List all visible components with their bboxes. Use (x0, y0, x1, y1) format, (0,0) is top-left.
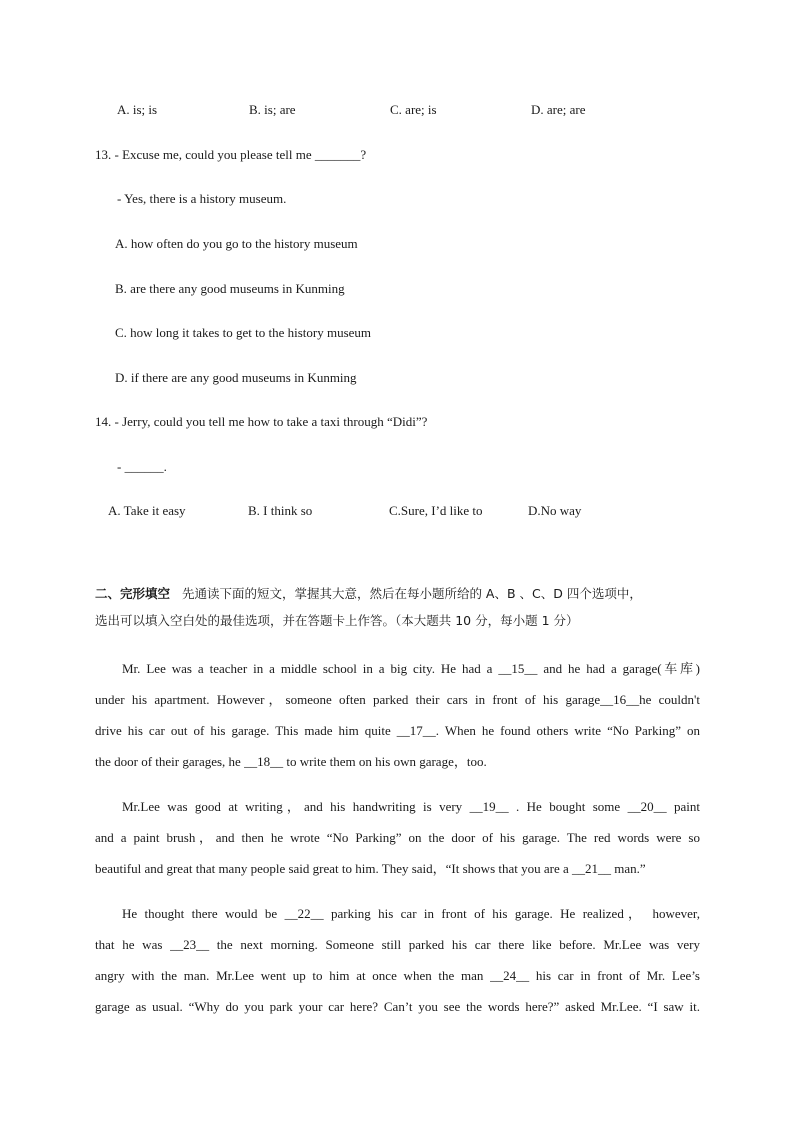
q14-option-b[interactable]: B. I think so (248, 503, 313, 518)
q14-option-c[interactable]: C.Sure, I’d like to (389, 503, 483, 518)
q13-option-b-letter: B. (115, 281, 127, 296)
q14-reply: - ______. (117, 459, 167, 474)
passage-line: He thought there would be __22__ parking his car in front of his garage. He realized， however, (122, 906, 700, 921)
q13-option-a-text: how often do you go to the history museum (130, 236, 358, 251)
passage-line: Mr. Lee was a teacher in a middle school in a big city. He had a __15__ and he had a garage(车库) (122, 661, 700, 676)
q14-stem: 14. - Jerry, could you tell me how to take a taxi through “Didi”? (95, 414, 428, 429)
q13-option-a[interactable] (115, 235, 358, 253)
q14-option-a[interactable] (108, 502, 186, 520)
q13-stem: 13. - Excuse me, could you please tell me _______? (95, 147, 367, 162)
q13-option-b-text: are there any good museums in Kunming (130, 281, 345, 296)
section2-instruction-line2: 选出可以填入空白处的最佳选项，并在答题卡上作答。（本大题共 10 分，每小题 1 分） (95, 613, 579, 628)
passage-paragraph-2 (95, 791, 700, 884)
passage-line: drive his car out of his garage. This made him quite __17__. When he found others write “No Parking” on (95, 723, 700, 738)
q14-option-a-text: Take it easy (123, 503, 186, 518)
section2-title: 二、完形填空 (95, 586, 171, 601)
q13-option-a-letter: A. (115, 236, 128, 251)
passage-line: under his apartment. However，someone often parked their cars in front of his garage__16__he couldn't (95, 692, 700, 707)
passage-line: the door of their garages, he __18__ to write them on his own garage，too. (95, 754, 487, 769)
q13-option-b[interactable] (115, 280, 345, 298)
q13-option-c-letter: C. (115, 325, 127, 340)
passage-line: that he was __23__ the next morning. Someone still parked his car there like before. Mr.Lee was very (95, 937, 700, 952)
passage-paragraph-1 (95, 653, 700, 777)
passage-line: angry with the man. Mr.Lee went up to him at once when the man __24__ his car in front of Mr. Lee’s (95, 968, 700, 983)
section2-instruction-line1: 先通读下面的短文，掌握其大意，然后在每小题所给的 A、B 、C、D 四个选项中， (181, 586, 642, 601)
q12-option-a[interactable]: A. is; is (117, 102, 158, 117)
passage-line: beautiful and great that many people said great to him. They said，“It shows that you are a __21__ man.” (95, 861, 646, 876)
q13-option-d-letter: D. (115, 370, 128, 385)
section2-heading (95, 585, 642, 603)
q13-option-d-text: if there are any good museums in Kunming (130, 370, 357, 385)
passage-paragraph-3 (95, 898, 700, 1022)
q14-option-a-letter: A. (108, 503, 121, 518)
passage-line: garage as usual. “Why do you park your car here? Can’t you see the words here?” asked Mr.Lee. “I saw it. (95, 999, 700, 1014)
q12-option-b[interactable]: B. is; are (249, 102, 296, 117)
q13-option-c-text: how long it takes to get to the history museum (130, 325, 372, 340)
q13-reply: - Yes, there is a history museum. (117, 191, 287, 206)
q13-option-d[interactable] (115, 369, 357, 387)
passage-line: Mr.Lee was good at writing，and his handwriting is very __19__ . He bought some __20__ paint (122, 799, 700, 814)
q12-option-c[interactable]: C. are; is (390, 102, 437, 117)
q14-option-d[interactable]: D.No way (528, 503, 582, 518)
q13-option-c[interactable] (115, 324, 371, 342)
passage-line: and a paint brush，and then he wrote “No Parking” on the door of his garage. The red words were so (95, 830, 700, 845)
q12-option-d[interactable]: D. are; are (531, 102, 586, 117)
